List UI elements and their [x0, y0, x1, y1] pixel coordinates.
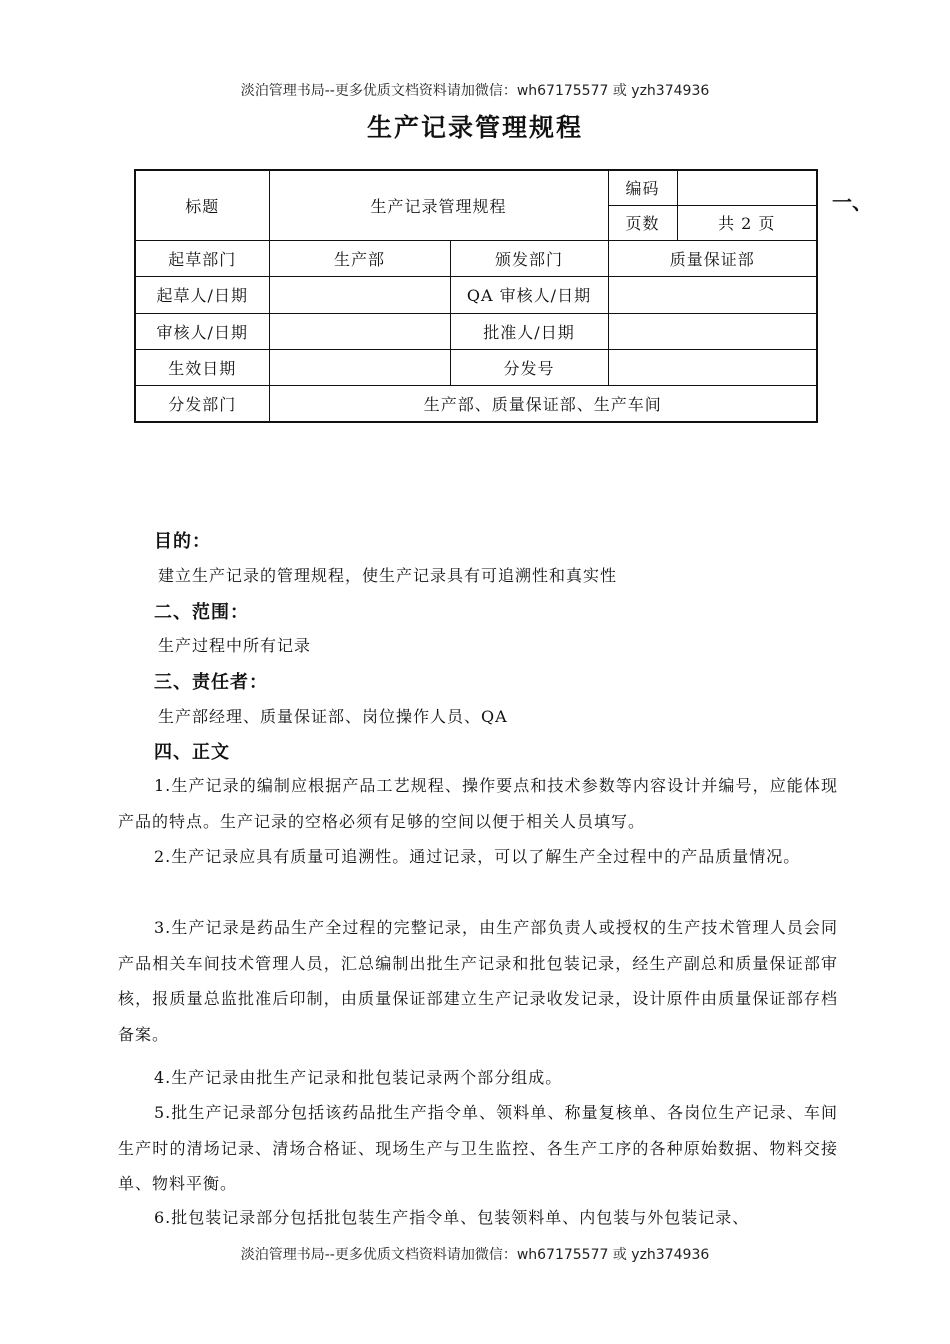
pages-value-cell: 共 2 页 — [677, 205, 817, 240]
section-one-marker: 一、 — [832, 190, 872, 214]
body-paragraph-1: 1.生产记录的编制应根据产品工艺规程、操作要点和技术参数等内容设计并编号，应能体现产品的特点。生产记录的空格必须有足够的空间以便于相关人员填写。 — [118, 776, 838, 831]
title-label-cell: 标题 — [135, 170, 269, 241]
document-info-table — [134, 169, 818, 423]
effective-date-value-cell — [269, 349, 450, 385]
responsible-text: 生产部经理、质量保证部、岗位操作人员、QA — [158, 707, 508, 726]
body-paragraph-3: 3.生产记录是药品生产全过程的完整记录，由生产部负责人或授权的生产技术管理人员会同产品相关车间技术管理人员，汇总编制出批生产记录和批包装记录，经生产副总和质量保证部审核，报质量总监批准后印制，由质量保证部建立生产记录收发记录，设计原件由质量保证部存档备案。 — [118, 918, 838, 1044]
body-paragraph-5: 5.批生产记录部分包括该药品批生产指令单、领料单、称量复核单、各岗位生产记录、车间生产时的清场记录、清场合格证、现场生产与卫生监控、各生产工序的各种原始数据、物料交接单、物料平衡。 — [118, 1103, 838, 1193]
reviewer-value-cell — [269, 313, 450, 349]
qa-reviewer-value-cell — [608, 277, 817, 313]
code-value-cell — [677, 170, 817, 205]
pages-label-cell: 页数 — [608, 205, 677, 240]
qa-reviewer-label-cell: QA 审核人/日期 — [450, 277, 608, 313]
draft-dept-label-cell: 起草部门 — [135, 241, 269, 277]
purpose-heading: 目的： — [154, 531, 211, 552]
issue-dept-value-cell: 质量保证部 — [608, 241, 817, 277]
dist-dept-label-cell: 分发部门 — [135, 386, 269, 422]
approver-value-cell — [608, 313, 817, 349]
dist-no-label-cell: 分发号 — [450, 349, 608, 385]
dist-no-value-cell — [608, 349, 817, 385]
reviewer-label-cell: 审核人/日期 — [135, 313, 269, 349]
title-value-cell: 生产记录管理规程 — [269, 170, 608, 241]
code-label-cell: 编码 — [608, 170, 677, 205]
body-paragraph-4: 4.生产记录由批生产记录和批包装记录两个部分组成。 — [154, 1068, 563, 1087]
page-header-text: 淡泊管理书局--更多优质文档资料请加微信：wh67175577 或 yzh374936 — [240, 83, 710, 99]
responsible-heading: 三、责任者： — [154, 672, 268, 693]
document-title: 生产记录管理规程 — [366, 113, 583, 142]
scope-heading: 二、范围： — [154, 602, 249, 623]
approver-label-cell: 批准人/日期 — [450, 313, 608, 349]
issue-dept-label-cell: 颁发部门 — [450, 241, 608, 277]
body-heading: 四、正文 — [154, 742, 230, 763]
page-footer-text: 淡泊管理书局--更多优质文档资料请加微信：wh67175577 或 yzh374936 — [240, 1247, 710, 1263]
drafter-label-cell: 起草人/日期 — [135, 277, 269, 313]
scope-text: 生产过程中所有记录 — [158, 636, 312, 655]
drafter-value-cell — [269, 277, 450, 313]
draft-dept-value-cell: 生产部 — [269, 241, 450, 277]
dist-dept-value-cell: 生产部、质量保证部、生产车间 — [269, 386, 817, 422]
purpose-text: 建立生产记录的管理规程，使生产记录具有可追溯性和真实性 — [158, 566, 618, 585]
body-paragraph-2: 2.生产记录应具有质量可追溯性。通过记录，可以了解生产全过程中的产品质量情况。 — [154, 847, 801, 866]
effective-date-label-cell: 生效日期 — [135, 349, 269, 385]
body-paragraph-6: 6.批包装记录部分包括批包装生产指令单、包装领料单、内包装与外包装记录、 — [154, 1208, 750, 1227]
